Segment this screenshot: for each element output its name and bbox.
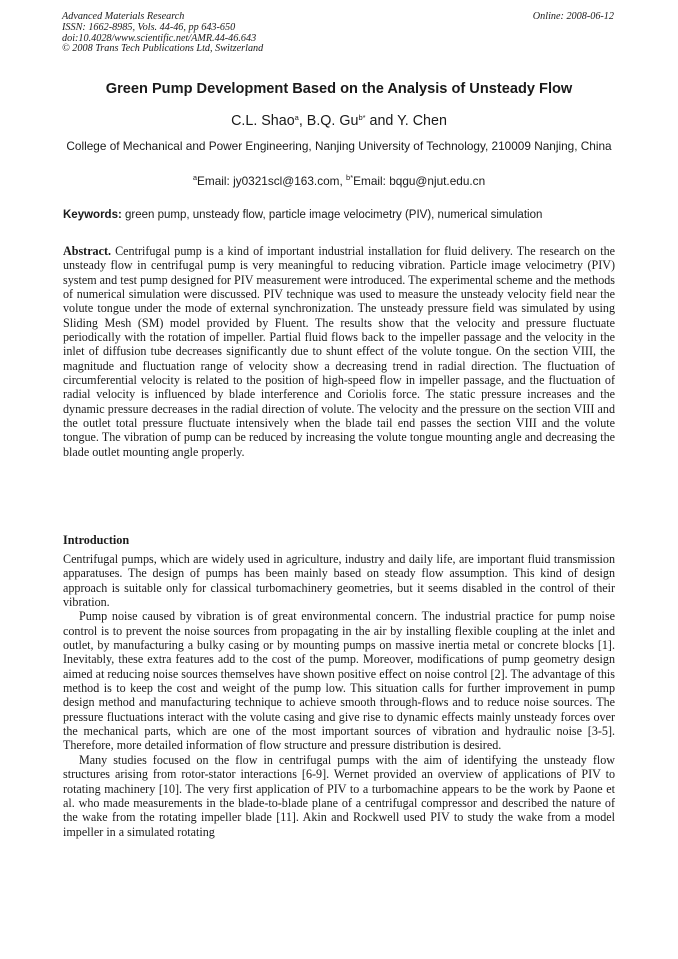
author-name: C.L. Shao [231, 113, 295, 129]
doi-line: doi:10.4028/www.scientific.net/AMR.44-46.643 [62, 32, 257, 44]
email-mark: b* [346, 173, 354, 182]
author-mark: a [294, 113, 299, 122]
email-address: Email: bqgu@njut.edu.cn [353, 174, 486, 188]
paper-title: Green Pump Development Based on the Analysis of Unsteady Flow [105, 81, 573, 97]
journal-header [62, 12, 263, 55]
author-line [50, 113, 628, 129]
keywords [63, 209, 618, 221]
abstract-label: Abstract. [63, 244, 112, 258]
paragraph: Many studies focused on the flow in centrifugal pumps with the aim of identifying the unsteady flow structures arising from rotor-stator interactions [6-9]. Wernet provided an overview of applications of PIV to rotating machinery [10]. The very first application of PIV to a turbomachine appears to be the work by Paone et al. who made measurements in the blade-to-blade plane of a centrifugal compressor and described the nature of the wake from the rotating impeller blade [11]. Akin and Rockwell used PIV to study the wake from a model impeller in a simulated rotating [63, 752, 615, 839]
author-mark: b* [358, 113, 366, 122]
journal-name: Advanced Materials Research [62, 11, 185, 22]
abstract [63, 244, 615, 459]
copyright-line: © 2008 Trans Tech Publications Ltd, Switzerland [62, 43, 264, 55]
issn-line: ISSN: 1662-8985, Vols. 44-46, pp 643-650 [62, 21, 236, 33]
paragraph: Centrifugal pumps, which are widely used in agriculture, industry and daily life, are important fluid transmission apparatuses. The design of pumps has been mainly based on steady flow assumption. This kind of design approach is suitable only for classical turbomachinery geometries, but it seems disabled in the control of their vibration. [63, 552, 615, 610]
email-line [50, 174, 628, 188]
author-separator: , [298, 113, 307, 129]
author-name: B.Q. Gu [306, 113, 359, 129]
email-address: Email: jy0321scl@163.com, [197, 174, 347, 188]
keywords-text: green pump, unsteady flow, particle image velocimetry (PIV), numerical simulation [121, 209, 543, 221]
introduction-body [63, 552, 615, 839]
keywords-label: Keywords: [63, 209, 122, 221]
author-separator: and [365, 113, 398, 129]
affiliation: College of Mechanical and Power Engineering, Nanjing University of Technology, 210009 Nanjing, China [66, 139, 612, 153]
section-heading-introduction: Introduction [63, 533, 130, 547]
online-date: Online: 2008-06-12 [532, 11, 614, 22]
author-name: Y. Chen [397, 113, 447, 129]
abstract-text: Centrifugal pump is a kind of important industrial installation for fluid delivery. The research on the unsteady flow in centrifugal pump is very meaningful to reducing vibration. Particle image velocimetry (PIV) system and test pump designed for PIV measurement were introduced. The experimental scheme and the methods of numerical simulation were discussed. PIV technique was used to measure the unsteady velocity field near the volute tongue under the mode of external synchronization. The unsteady pressure field was simulated by using Sliding Mesh (SM) model provided by Fluent. The results show that the velocity and pressure fluctuate periodically with the rotation of impeller. Partial fluid flows back to the impeller passage and the velocity in the inlet of diffusion tube decreases significantly due to shunt effect of the volute tongue. On the section VIII, the magnitude and fluctuation range of velocity show a decreasing trend in radial direction. The fluctuation of circumferential velocity is related to the position of high-speed flow in impeller passage, and the fluctuation of radial velocity is influenced by blade interference and Coriolis force. The static pressure increases and the dynamic pressure decreases in the radial direction of volute. The velocity and the pressure on the section VIII and the outlet total pressure fluctuate intensively when the blade tail end passes the section VIII and the volute tongue. The vibration of pump can be reduced by increasing the volute tongue mounting angle and decreasing the blade outlet mounting angle properly. [63, 244, 615, 459]
email-mark: a [192, 173, 198, 182]
paragraph: Pump noise caused by vibration is of great environmental concern. The industrial practice for pump noise control is to prevent the noise sources from propagating in the air by installing flexible coupling at the inlet and outlet, by manufacturing a bulky casing or by mounting pumps on massive inertia metal or concrete blocks [1]. Inevitably, these extra features add to the cost of the pump. Moreover, modifications of pump geometry design aimed at reducing noise sources themselves have shown positive effect on noise control [2]. The advantage of this method is to keep the cost and weight of the pump low. This situation calls for further improvement in pump design method and manufacturing technique to achieve smooth through-flows and to reduce noise sources. The pressure fluctuations interact with the volute casing and give rise to dynamic effects mainly unsteady forces over the mechanical parts, which are one of the most important sources of vibration and hydraulic noise [3-5]. Therefore, more detailed information of flow structure and pressure distribution is desired. [63, 609, 615, 753]
